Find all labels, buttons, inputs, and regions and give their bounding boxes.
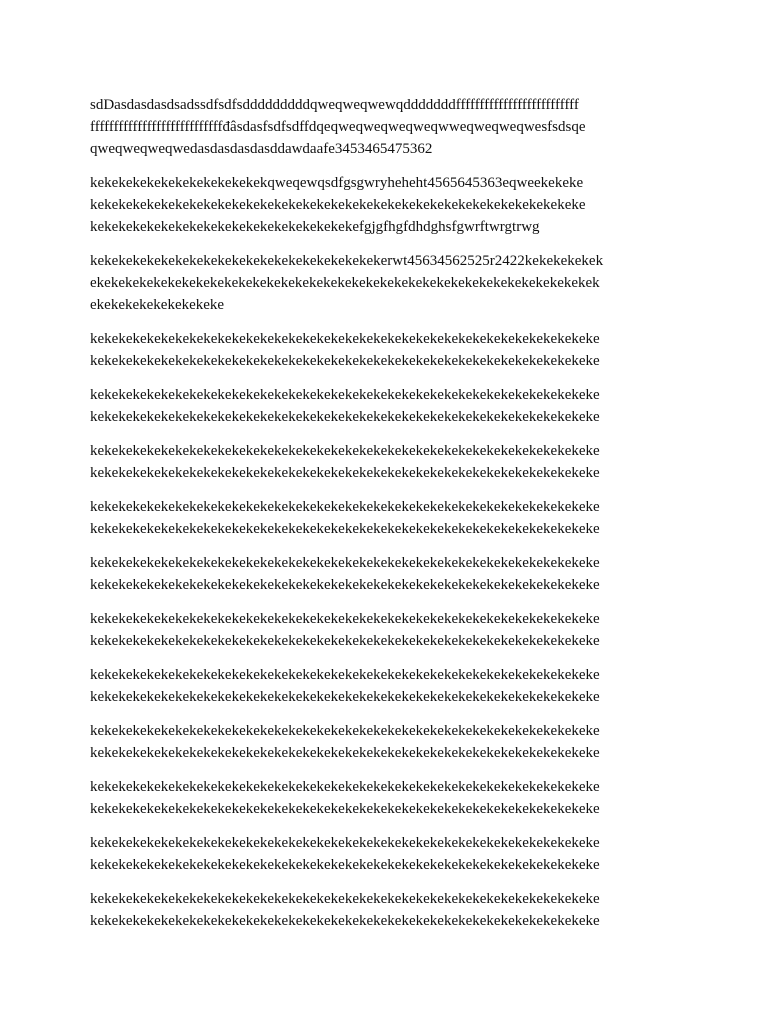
paragraph-line: kekekekekekekekekekekekekekekekekekekekekekekekekekekekekekekekekekekeke: [90, 891, 600, 907]
paragraph-7: [90, 496, 678, 540]
paragraph-line: sdDasdasdasdsadssdfsdfsdddddddddqweqweqwewqdddddddffffffffffffffffffffffffff: [90, 97, 579, 113]
paragraph-line: kekekekekekekekekekekekekekekekekekekekekekekekekekekekekekekekekekekeke: [90, 499, 600, 515]
paragraph-line: kekekekekekekekekekekekekekekekekekekekekekekekekekekekekekekekekekekeke: [90, 779, 600, 795]
paragraph-line: kekekekekekekekekekekekekekekekekekekekekekekekekekekekekekekekekekekeke: [90, 521, 600, 537]
paragraph-line: kekekekekekekekekekekekekekekekekekekekekekekekekekekekekekekekekekekeke: [90, 465, 600, 481]
paragraph-line: kekekekekekekekekekekekekekekekekekekekekerwt45634562525r2422kekekekekek: [90, 253, 604, 269]
paragraph-line: kekekekekekekekekekekekekekekekekekekekekekekekekekekekekekekekekekekeke: [90, 689, 600, 705]
paragraph-line: kekekekekekekekekekekekekekekekekekekekekekekekekekekekekekekekekekekeke: [90, 387, 600, 403]
paragraph-8: [90, 552, 678, 596]
paragraph-line: kekekekekekekekekekekekekekekekekekekekekekekekekekekekekekekekekekekeke: [90, 611, 600, 627]
paragraph-line: qweqweqweqwedasdasdasdasddawdaafe3453465475362: [90, 141, 433, 157]
paragraph-6: [90, 440, 678, 484]
paragraph-line: ekekekekekekekekeke: [90, 297, 225, 313]
paragraph-line: kekekekekekekekekekekekekekekekekekekekekekekekekekekekekekekekekekekeke: [90, 409, 600, 425]
paragraph-line: kekekekekekekekekekekekekekekekekekekekekekekekekekekekekekekekekekekeke: [90, 913, 600, 929]
paragraph-line: ffffffffffffffffffffffffffffđâsdasfsdfsdffdqeqweqweqweqweqwweqweqweqwesfsdsqe: [90, 119, 586, 135]
paragraph-12: [90, 776, 678, 820]
paragraph-11: [90, 720, 678, 764]
paragraph-line: kekekekekekekekekekekekekekekekekekekekekekekekekekekekekekekekekekekeke: [90, 745, 600, 761]
paragraph-line: kekekekekekekekekekekekekekekekekekekekekekekekekekekekekekekekekekeke: [90, 197, 586, 213]
paragraph-1: [90, 94, 678, 160]
paragraph-3: [90, 250, 678, 316]
paragraph-14: [90, 888, 678, 932]
paragraph-line: kekekekekekekekekekekekekekekekekekekekekekekekekekekekekekekekekekekeke: [90, 723, 600, 739]
paragraph-2: [90, 172, 678, 238]
paragraph-9: [90, 608, 678, 652]
paragraph-line: kekekekekekekekekekekekekekekekekekekekekekekekekekekekekekekekekekekeke: [90, 443, 600, 459]
paragraph-line: kekekekekekekekekekekekekqweqewqsdfgsgwryheheht4565645363eqweekekeke: [90, 175, 584, 191]
paragraph-line: kekekekekekekekekekekekekekekekekekekefgjgfhgfdhdghsfgwrftwrgtrwg: [90, 219, 540, 235]
paragraph-line: ekekekekekekekekekekekekekekekekekekekekekekekekekekekekekekekekekekekek: [90, 275, 600, 291]
paragraph-line: kekekekekekekekekekekekekekekekekekekekekekekekekekekekekekekekekekekeke: [90, 857, 600, 873]
paragraph-line: kekekekekekekekekekekekekekekekekekekekekekekekekekekekekekekekekekekeke: [90, 353, 600, 369]
paragraph-line: kekekekekekekekekekekekekekekekekekekekekekekekekekekekekekekekekekekeke: [90, 801, 600, 817]
paragraph-4: [90, 328, 678, 372]
paragraph-line: kekekekekekekekekekekekekekekekekekekekekekekekekekekekekekekekekekekeke: [90, 331, 600, 347]
paragraph-5: [90, 384, 678, 428]
paragraph-13: [90, 832, 678, 876]
paragraph-10: [90, 664, 678, 708]
paragraph-line: kekekekekekekekekekekekekekekekekekekekekekekekekekekekekekekekekekekeke: [90, 835, 600, 851]
paragraph-line: kekekekekekekekekekekekekekekekekekekekekekekekekekekekekekekekekekekeke: [90, 555, 600, 571]
paragraph-line: kekekekekekekekekekekekekekekekekekekekekekekekekekekekekekekekekekekeke: [90, 667, 600, 683]
paragraph-line: kekekekekekekekekekekekekekekekekekekekekekekekekekekekekekekekekekekeke: [90, 577, 600, 593]
paragraph-line: kekekekekekekekekekekekekekekekekekekekekekekekekekekekekekekekekekekeke: [90, 633, 600, 649]
